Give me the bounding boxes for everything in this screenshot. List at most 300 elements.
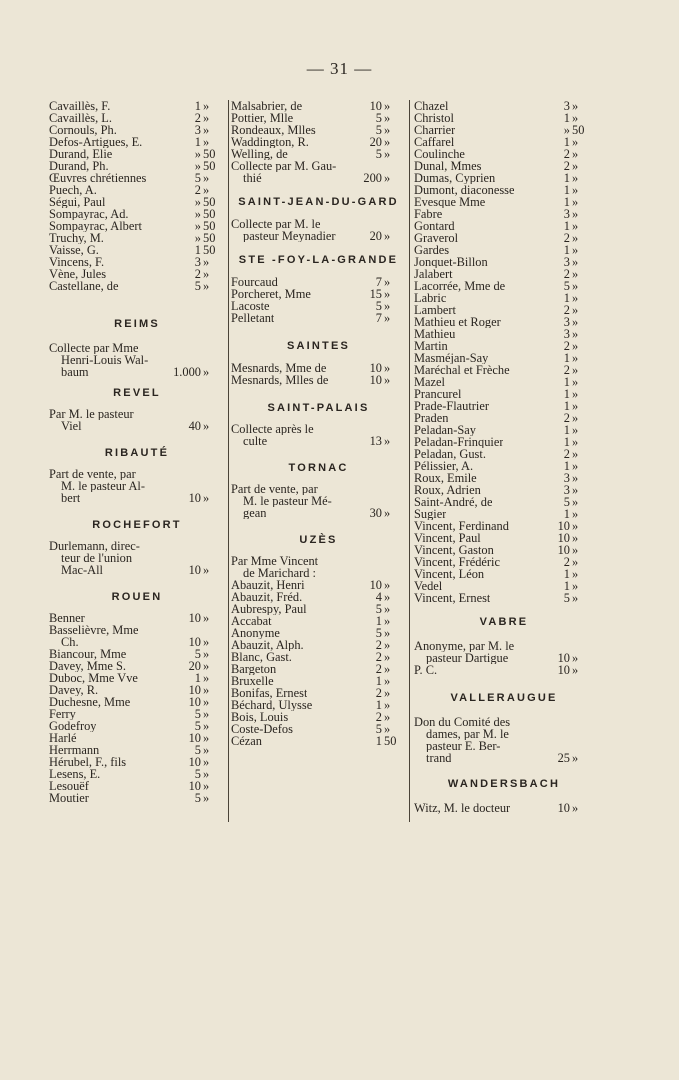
amount-francs: 2	[563, 159, 570, 173]
spacer	[231, 242, 406, 254]
amount-centimes: »	[384, 361, 391, 375]
amount-francs: 1	[194, 99, 201, 113]
spacer	[49, 292, 225, 318]
donor-name: bert	[61, 492, 81, 504]
donor-name: Pottier, Mlle	[231, 112, 294, 124]
donor-name: Dunal, Mmes	[414, 160, 482, 172]
donor-row	[231, 435, 406, 447]
amount-francs: 1	[563, 291, 570, 305]
amount-centimes: »	[572, 303, 579, 317]
amount-centimes: »	[203, 635, 210, 649]
section-heading: ROCHEFORT	[92, 519, 182, 531]
spacer	[414, 704, 594, 716]
donor-name: Mazel	[414, 376, 445, 388]
amount-centimes: »	[572, 423, 579, 437]
donor-name: Vaisse, G.	[49, 244, 99, 256]
donor-name: Mesnards, Mme de	[231, 362, 327, 374]
donor-row	[49, 792, 225, 804]
amount-centimes: »	[203, 279, 210, 293]
donor-name: Chazel	[414, 100, 449, 112]
donor-name: Ségui, Paul	[49, 196, 106, 208]
donor-name: Welling, de	[231, 148, 288, 160]
amount-centimes: »	[572, 471, 579, 485]
amount-centimes: »	[572, 411, 579, 425]
amount-centimes: »	[203, 563, 210, 577]
amount-centimes: »	[572, 111, 579, 125]
amount-francs: 10	[188, 635, 201, 649]
spacer	[49, 504, 225, 519]
section-heading: SAINTES	[286, 340, 351, 352]
amount-centimes: »	[572, 171, 579, 185]
donor-name: Evesque Mme	[414, 196, 486, 208]
amount-centimes: »	[384, 287, 391, 301]
amount-centimes: »	[572, 231, 579, 245]
amount-centimes: »	[572, 315, 579, 329]
amount-centimes: »	[384, 614, 391, 628]
amount-centimes: »	[203, 755, 210, 769]
donor-name: Vincent, Frédéric	[414, 556, 500, 568]
amount-francs: 10	[188, 563, 201, 577]
amount-francs: 1	[563, 459, 570, 473]
donor-name: Vincent, Ferdinand	[414, 520, 509, 532]
donor-name: Peladan-Say	[414, 424, 476, 436]
section-heading: WANDERSBACH	[447, 778, 561, 790]
amount-centimes: »	[384, 311, 391, 325]
amount-centimes: 50	[203, 243, 216, 257]
amount-francs: 1	[563, 351, 570, 365]
amount-francs: 3	[563, 471, 570, 485]
amount-francs: 2	[563, 267, 570, 281]
donor-name: Sompayrac, Albert	[49, 220, 142, 232]
spacer	[231, 208, 406, 218]
amount-francs: 2	[194, 183, 201, 197]
amount-centimes: 50	[203, 219, 216, 233]
amount-centimes: 50	[203, 207, 216, 221]
amount-francs: 1	[563, 111, 570, 125]
donor-name: Dumas, Cyprien	[414, 172, 496, 184]
amount-francs: 5	[194, 743, 201, 757]
amount-francs: 2	[375, 710, 382, 724]
amount-centimes: »	[572, 183, 579, 197]
amount-centimes: »	[384, 650, 391, 664]
donor-name: Bruxelle	[231, 675, 274, 687]
amount-francs: 3	[563, 255, 570, 269]
amount-francs: 1	[563, 387, 570, 401]
amount-francs: 3	[563, 483, 570, 497]
donor-name: trand	[426, 752, 452, 764]
section-heading: SAINT-PALAIS	[267, 402, 370, 414]
amount-francs: 1.000	[173, 365, 201, 379]
amount-centimes: »	[572, 591, 579, 605]
amount-centimes: »	[572, 483, 579, 497]
donor-name: Biancour, Mme	[49, 648, 127, 660]
amount-francs: 10	[557, 663, 570, 677]
amount-centimes: 50	[203, 147, 216, 161]
donor-row	[231, 374, 406, 386]
amount-centimes: »	[384, 590, 391, 604]
amount-francs: 1	[563, 243, 570, 257]
donor-name: Gontard	[414, 220, 455, 232]
donor-name: Part de vente, par	[231, 483, 318, 495]
section-heading: RIBAUTÉ	[104, 447, 170, 459]
amount-centimes: »	[203, 255, 210, 269]
spacer	[231, 386, 406, 402]
donor-name: Coste-Defos	[231, 723, 293, 735]
donor-name: Peladan-Frinquier	[414, 436, 504, 448]
section-heading: STE -FOY-LA-GRANDE	[238, 254, 399, 266]
amount-centimes: »	[572, 255, 579, 269]
amount-francs: 10	[557, 531, 570, 545]
amount-francs: 1	[563, 171, 570, 185]
donor-name: Fabre	[414, 208, 443, 220]
amount-francs: 1	[194, 135, 201, 149]
amount-francs: 1	[194, 671, 201, 685]
amount-francs: 40	[188, 419, 201, 433]
donor-column-2	[231, 100, 406, 747]
donor-name: dames, par M. le	[426, 728, 509, 740]
amount-centimes: »	[384, 506, 391, 520]
donor-name: Prancurel	[414, 388, 462, 400]
donor-name: Puech, A.	[49, 184, 97, 196]
amount-francs: 10	[557, 543, 570, 557]
donor-name: Cavaillès, F.	[49, 100, 111, 112]
donor-name: Mathieu et Roger	[414, 316, 501, 328]
amount-centimes: »	[572, 219, 579, 233]
amount-centimes: 50	[203, 195, 216, 209]
amount-centimes: »	[572, 99, 579, 113]
donor-row	[49, 492, 225, 504]
amount-centimes: »	[203, 671, 210, 685]
amount-francs: 2	[563, 303, 570, 317]
amount-francs: 10	[188, 779, 201, 793]
amount-centimes: »	[572, 207, 579, 221]
amount-centimes: »	[203, 647, 210, 661]
amount-francs: 3	[563, 99, 570, 113]
donor-name: Cavaillès, L.	[49, 112, 112, 124]
amount-francs: 2	[375, 650, 382, 664]
amount-centimes: »	[572, 135, 579, 149]
amount-centimes: »	[203, 99, 210, 113]
donor-name: Lacoste	[231, 300, 270, 312]
donor-name: teur de l'union	[61, 552, 133, 564]
amount-francs: 5	[194, 707, 201, 721]
donor-name: Porcheret, Mme	[231, 288, 311, 300]
donor-name: Praden	[414, 412, 449, 424]
amount-francs: 1	[563, 423, 570, 437]
amount-centimes: »	[384, 99, 391, 113]
spacer	[49, 531, 225, 540]
donor-name: Cornouls, Ph.	[49, 124, 117, 136]
amount-francs: 3	[563, 327, 570, 341]
amount-centimes: »	[203, 183, 210, 197]
amount-francs: 2	[563, 411, 570, 425]
donor-name: Masméjan-Say	[414, 352, 489, 364]
donor-name: Hérubel, F., fils	[49, 756, 127, 768]
amount-centimes: »	[384, 710, 391, 724]
amount-centimes: »	[572, 327, 579, 341]
donor-name: Sompayrac, Ad.	[49, 208, 129, 220]
amount-francs: 20	[188, 659, 201, 673]
amount-centimes: »	[384, 123, 391, 137]
amount-centimes: »	[572, 651, 579, 665]
donor-name: Pelletant	[231, 312, 275, 324]
amount-centimes: »	[203, 731, 210, 745]
amount-francs: 2	[375, 638, 382, 652]
amount-francs: 5	[375, 111, 382, 125]
spacer	[231, 474, 406, 483]
section-heading: TORNAC	[288, 462, 349, 474]
amount-francs: 1	[563, 135, 570, 149]
amount-centimes: »	[572, 663, 579, 677]
donor-name: Roux, Adrien	[414, 484, 481, 496]
donor-name: Blanc, Gast.	[231, 651, 292, 663]
amount-francs: 1	[563, 579, 570, 593]
amount-francs: 10	[188, 611, 201, 625]
amount-francs: 13	[369, 434, 382, 448]
amount-francs: 10	[557, 519, 570, 533]
amount-francs: 2	[563, 447, 570, 461]
amount-centimes: »	[203, 267, 210, 281]
donor-name: Prade-Flautrier	[414, 400, 490, 412]
amount-francs: 5	[375, 147, 382, 161]
donor-name: culte	[243, 435, 268, 447]
donor-name: Abauzit, Henri	[231, 579, 305, 591]
donor-name: Collecte par M. le	[231, 218, 321, 230]
amount-centimes: »	[384, 373, 391, 387]
amount-francs: 1	[563, 507, 570, 521]
amount-francs: 2	[563, 339, 570, 353]
amount-centimes: »	[384, 434, 391, 448]
donor-name: Benner	[49, 612, 85, 624]
amount-francs: 1	[375, 614, 382, 628]
amount-centimes: »	[572, 751, 579, 765]
amount-centimes: »	[572, 339, 579, 353]
amount-francs: 5	[194, 171, 201, 185]
donor-name: Roux, Emile	[414, 472, 477, 484]
amount-centimes: 50	[203, 231, 216, 245]
page-number: — 31 —	[306, 59, 373, 78]
amount-centimes: »	[572, 567, 579, 581]
donor-row	[414, 728, 594, 740]
donor-name: Part de vente, par	[49, 468, 136, 480]
amount-centimes: »	[384, 722, 391, 736]
amount-francs: 2	[194, 111, 201, 125]
amount-francs: 3	[563, 315, 570, 329]
donor-name: pasteur Meynadier	[243, 230, 336, 242]
donor-name: Christol	[414, 112, 454, 124]
donor-name: Graverol	[414, 232, 459, 244]
donor-name: Collecte par M. Gau-	[231, 160, 337, 172]
donor-row	[414, 752, 594, 764]
donor-row	[414, 802, 594, 814]
amount-francs: 20	[369, 135, 382, 149]
amount-francs: »	[194, 219, 201, 233]
amount-francs: 5	[375, 602, 382, 616]
amount-francs: 1	[563, 399, 570, 413]
amount-centimes: »	[203, 779, 210, 793]
amount-centimes: »	[572, 495, 579, 509]
amount-centimes: »	[384, 578, 391, 592]
amount-centimes: »	[572, 555, 579, 569]
donor-name: Vène, Jules	[49, 268, 107, 280]
spacer	[231, 414, 406, 423]
amount-centimes: »	[384, 275, 391, 289]
donor-row	[49, 342, 225, 354]
donor-name: Anonyme	[231, 627, 280, 639]
spacer	[49, 378, 225, 387]
donor-name: Par M. le pasteur	[49, 408, 134, 420]
donor-name: Œuvres chrétiennes	[49, 172, 147, 184]
donor-name: Duchesne, Mme	[49, 696, 131, 708]
amount-francs: 1	[375, 734, 382, 748]
donor-name: Mesnards, Mlles de	[231, 374, 329, 386]
donor-name: Lambert	[414, 304, 456, 316]
donor-name: Jalabert	[414, 268, 453, 280]
amount-francs: 10	[188, 755, 201, 769]
amount-francs: 5	[563, 495, 570, 509]
donor-name: Pélissier, A.	[414, 460, 474, 472]
amount-centimes: »	[572, 195, 579, 209]
spacer	[231, 184, 406, 196]
donor-name: Henri-Louis Wal-	[61, 354, 149, 366]
amount-francs: 10	[557, 651, 570, 665]
donor-name: Bargeton	[231, 663, 277, 675]
donor-name: Martin	[414, 340, 448, 352]
donor-name: Jonquet-Billon	[414, 256, 488, 268]
donor-name: Mathieu	[414, 328, 456, 340]
donor-name: Malsabrier, de	[231, 100, 303, 112]
amount-centimes: »	[203, 743, 210, 757]
donor-name: Abauzit, Fréd.	[231, 591, 303, 603]
amount-centimes: »	[572, 279, 579, 293]
amount-centimes: »	[384, 674, 391, 688]
donor-row	[231, 172, 406, 184]
amount-francs: 5	[375, 123, 382, 137]
spacer	[49, 330, 225, 342]
donor-name: Waddington, R.	[231, 136, 309, 148]
amount-francs: »	[194, 231, 201, 245]
donor-name: Accabat	[231, 615, 272, 627]
amount-centimes: »	[203, 767, 210, 781]
amount-francs: 10	[557, 801, 570, 815]
donor-name: Duboc, Mme Vve	[49, 672, 138, 684]
amount-centimes: 50	[384, 734, 397, 748]
amount-centimes: »	[572, 387, 579, 401]
donor-name: Peladan, Gust.	[414, 448, 486, 460]
amount-centimes: »	[384, 698, 391, 712]
amount-francs: 2	[375, 662, 382, 676]
amount-centimes: »	[203, 111, 210, 125]
amount-francs: »	[563, 123, 570, 137]
column-divider	[228, 100, 229, 822]
donor-name: Caffarel	[414, 136, 455, 148]
amount-francs: 1	[375, 698, 382, 712]
amount-centimes: »	[203, 659, 210, 673]
amount-centimes: »	[203, 123, 210, 137]
column-divider	[409, 100, 410, 822]
donor-name: Davey, Mme S.	[49, 660, 126, 672]
amount-francs: 5	[194, 719, 201, 733]
donor-row	[231, 230, 406, 242]
amount-francs: 5	[375, 722, 382, 736]
donor-name: Saint-André, de	[414, 496, 493, 508]
amount-francs: 2	[375, 686, 382, 700]
donor-row	[414, 664, 594, 676]
donor-name: P. C.	[414, 664, 438, 676]
donor-row	[49, 564, 225, 576]
donor-name: Bois, Louis	[231, 711, 289, 723]
donor-name: Charrier	[414, 124, 456, 136]
amount-francs: 10	[188, 683, 201, 697]
amount-francs: 2	[563, 363, 570, 377]
donor-name: Mac-All	[61, 564, 103, 576]
donor-name: thié	[243, 172, 262, 184]
amount-francs: 1	[563, 183, 570, 197]
amount-francs: »	[194, 159, 201, 173]
spacer	[414, 628, 594, 640]
amount-francs: 1	[194, 243, 201, 257]
donor-name: Moutier	[49, 792, 89, 804]
amount-francs: 1	[563, 567, 570, 581]
donor-name: Basselièvre, Mme	[49, 624, 139, 636]
amount-francs: 10	[188, 695, 201, 709]
donor-name: Lacorrée, Mme de	[414, 280, 506, 292]
amount-francs: »	[194, 207, 201, 221]
amount-centimes: »	[572, 267, 579, 281]
spacer	[231, 519, 406, 534]
donor-column-1	[49, 100, 225, 804]
amount-francs: 1	[563, 219, 570, 233]
donor-row	[231, 312, 406, 324]
donor-row	[49, 468, 225, 480]
amount-centimes: »	[384, 111, 391, 125]
amount-centimes: »	[572, 351, 579, 365]
amount-centimes: »	[572, 519, 579, 533]
donor-name: Herrmann	[49, 744, 100, 756]
amount-centimes: »	[203, 707, 210, 721]
amount-centimes: »	[384, 626, 391, 640]
amount-centimes: »	[203, 695, 210, 709]
section-heading: VABRE	[479, 616, 529, 628]
amount-francs: 25	[557, 751, 570, 765]
amount-centimes: »	[203, 365, 210, 379]
amount-centimes: »	[384, 229, 391, 243]
donor-name: Collecte par Mme	[49, 342, 139, 354]
donor-row	[231, 735, 406, 747]
section-heading: ROUEN	[111, 591, 163, 603]
donor-name: Davey, R.	[49, 684, 99, 696]
section-heading: VALLERAUGUE	[450, 692, 558, 704]
amount-centimes: »	[203, 171, 210, 185]
donor-name: Godefroy	[49, 720, 97, 732]
amount-francs: 2	[563, 147, 570, 161]
amount-centimes: »	[572, 291, 579, 305]
donor-name: Gardes	[414, 244, 450, 256]
donor-name: Sugier	[414, 508, 447, 520]
spacer	[231, 324, 406, 340]
donor-name: Dumont, diaconesse	[414, 184, 515, 196]
donor-name: Vedel	[414, 580, 443, 592]
amount-francs: 5	[563, 279, 570, 293]
amount-francs: 10	[369, 578, 382, 592]
amount-centimes: »	[203, 419, 210, 433]
donor-row	[231, 555, 406, 567]
donor-name: Cézan	[231, 735, 262, 747]
amount-centimes: »	[203, 683, 210, 697]
amount-centimes: »	[384, 299, 391, 313]
section-heading: UZÈS	[299, 534, 338, 546]
donor-name: Truchy, M.	[49, 232, 104, 244]
